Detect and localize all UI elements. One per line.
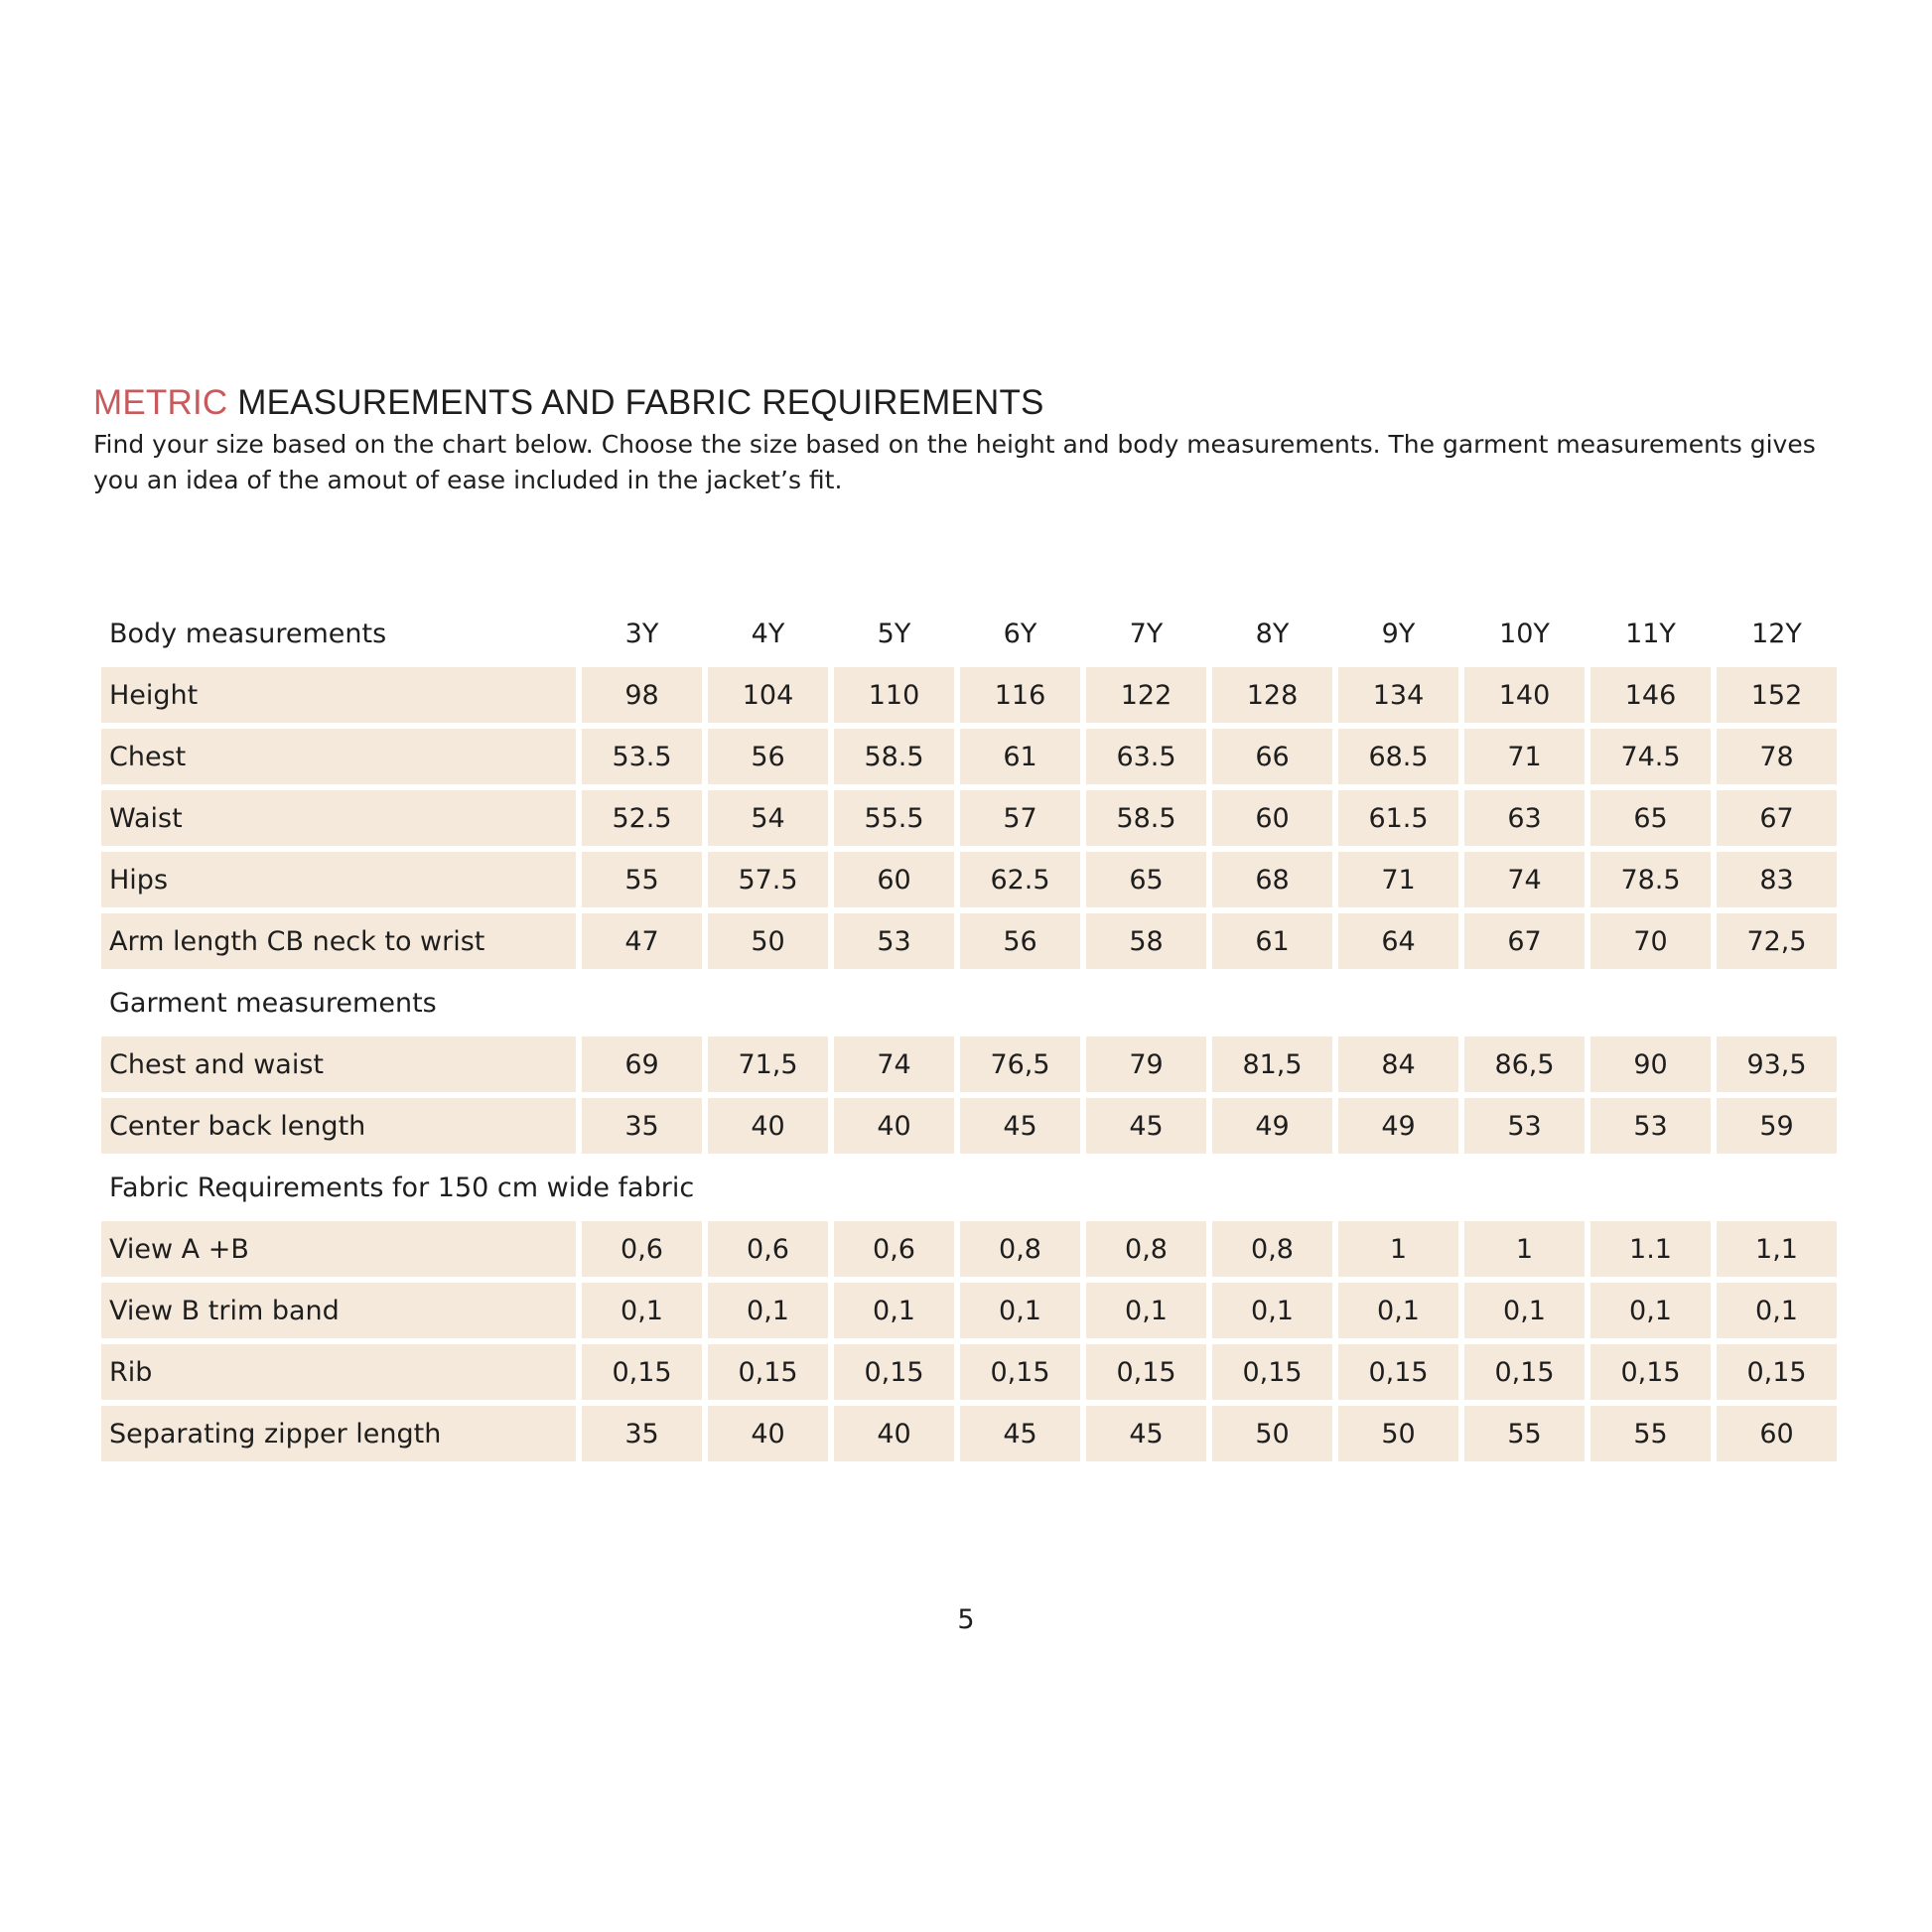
table-cell: 0,1 (1212, 1283, 1332, 1338)
table-cell: 1,1 (1717, 1221, 1837, 1277)
heading-title: MEASUREMENTS AND FABRIC REQUIREMENTS (227, 383, 1044, 422)
table-cell: 1.1 (1590, 1221, 1711, 1277)
row-label: Waist (101, 790, 576, 846)
table-cell: 45 (960, 1406, 1080, 1461)
table-cell: 50 (1338, 1406, 1458, 1461)
table-cell: 98 (582, 667, 702, 723)
table-cell: 0,15 (1464, 1344, 1585, 1400)
table-cell: 45 (960, 1098, 1080, 1154)
body-measurements-heading: Body measurements (109, 618, 387, 649)
intro-paragraph: Find your size based on the chart below. Choose the size based on the height and body measurements. The garment measurements gives you an idea of the amout of ease included in the jacket’s fit. (93, 430, 1816, 494)
table-cell: 53 (1590, 1098, 1711, 1154)
size-chart-table (95, 600, 1843, 1467)
table-cell: 60 (1212, 790, 1332, 846)
table-cell: 40 (834, 1406, 954, 1461)
size-header: 9Y (1381, 618, 1416, 649)
table-cell: 45 (1086, 1406, 1206, 1461)
size-header: 4Y (751, 618, 785, 649)
table-cell: 74.5 (1590, 729, 1711, 784)
row-label: Chest and waist (101, 1036, 576, 1092)
garment-measurements-heading: Garment measurements (109, 987, 437, 1019)
table-cell: 78.5 (1590, 852, 1711, 907)
table-cell: 0,8 (1086, 1221, 1206, 1277)
page-heading (93, 383, 1044, 423)
table-row (101, 1098, 1837, 1154)
table-row (101, 667, 1837, 723)
table-cell: 0,15 (1212, 1344, 1332, 1400)
table-cell: 61 (960, 729, 1080, 784)
table-cell: 0,15 (582, 1344, 702, 1400)
table-cell: 68.5 (1338, 729, 1458, 784)
table-cell: 66 (1212, 729, 1332, 784)
table-cell: 1 (1464, 1221, 1585, 1277)
table-cell: 62.5 (960, 852, 1080, 907)
table-cell: 69 (582, 1036, 702, 1092)
table-cell: 81,5 (1212, 1036, 1332, 1092)
table-row (101, 729, 1837, 784)
fabric-requirements-row (101, 1160, 1837, 1215)
size-header: 8Y (1255, 618, 1290, 649)
size-header: 5Y (877, 618, 911, 649)
table-cell: 53 (834, 913, 954, 969)
row-label: Rib (101, 1344, 576, 1400)
table-cell: 0,1 (1338, 1283, 1458, 1338)
table-row (101, 913, 1837, 969)
table-cell: 116 (960, 667, 1080, 723)
table-row (101, 1221, 1837, 1277)
table-cell: 67 (1717, 790, 1837, 846)
table-cell: 0,15 (1086, 1344, 1206, 1400)
garment-measurements-row (101, 975, 1837, 1031)
table-cell: 55 (582, 852, 702, 907)
table-cell: 146 (1590, 667, 1711, 723)
table-cell: 65 (1590, 790, 1711, 846)
row-label: Chest (101, 729, 576, 784)
table-cell: 35 (582, 1098, 702, 1154)
table-cell: 0,6 (834, 1221, 954, 1277)
table-row (101, 1036, 1837, 1092)
table-cell: 0,15 (960, 1344, 1080, 1400)
table-cell: 56 (708, 729, 828, 784)
table-cell: 40 (708, 1098, 828, 1154)
table-cell: 74 (834, 1036, 954, 1092)
table-cell: 0,1 (1086, 1283, 1206, 1338)
table-cell: 79 (1086, 1036, 1206, 1092)
table-cell: 58.5 (1086, 790, 1206, 846)
table-cell: 45 (1086, 1098, 1206, 1154)
table-cell: 0,15 (1590, 1344, 1711, 1400)
table-cell: 78 (1717, 729, 1837, 784)
row-label: Hips (101, 852, 576, 907)
table-cell: 53 (1464, 1098, 1585, 1154)
table-cell: 0,15 (1717, 1344, 1837, 1400)
size-header: 10Y (1499, 618, 1550, 649)
table-cell: 0,1 (708, 1283, 828, 1338)
table-cell: 67 (1464, 913, 1585, 969)
table-cell: 83 (1717, 852, 1837, 907)
size-header: 11Y (1625, 618, 1676, 649)
table-cell: 58 (1086, 913, 1206, 969)
table-cell: 61.5 (1338, 790, 1458, 846)
table-cell: 70 (1590, 913, 1711, 969)
table-cell: 68 (1212, 852, 1332, 907)
table-cell: 1 (1338, 1221, 1458, 1277)
table-cell: 72,5 (1717, 913, 1837, 969)
table-cell: 53.5 (582, 729, 702, 784)
size-header: 12Y (1751, 618, 1802, 649)
table-cell: 61 (1212, 913, 1332, 969)
table-cell: 54 (708, 790, 828, 846)
table-cell: 60 (1717, 1406, 1837, 1461)
table-cell: 59 (1717, 1098, 1837, 1154)
table-cell: 140 (1464, 667, 1585, 723)
size-chart-body (101, 606, 1837, 1461)
table-cell: 47 (582, 913, 702, 969)
table-row (101, 1283, 1837, 1338)
table-cell: 63 (1464, 790, 1585, 846)
table-cell: 55 (1464, 1406, 1585, 1461)
table-cell: 55.5 (834, 790, 954, 846)
table-cell: 49 (1212, 1098, 1332, 1154)
table-cell: 71,5 (708, 1036, 828, 1092)
table-cell: 50 (1212, 1406, 1332, 1461)
table-cell: 0,15 (834, 1344, 954, 1400)
table-row (101, 1344, 1837, 1400)
table-cell: 56 (960, 913, 1080, 969)
table-cell: 71 (1464, 729, 1585, 784)
table-cell: 0,6 (582, 1221, 702, 1277)
table-row (101, 1406, 1837, 1461)
table-cell: 74 (1464, 852, 1585, 907)
row-label: Height (101, 667, 576, 723)
table-row (101, 790, 1837, 846)
table-header-row (101, 606, 1837, 661)
table-cell: 35 (582, 1406, 702, 1461)
table-cell: 128 (1212, 667, 1332, 723)
table-cell: 63.5 (1086, 729, 1206, 784)
row-label: View B trim band (101, 1283, 576, 1338)
table-cell: 134 (1338, 667, 1458, 723)
table-cell: 71 (1338, 852, 1458, 907)
table-cell: 0,8 (1212, 1221, 1332, 1277)
table-cell: 0,1 (1717, 1283, 1837, 1338)
table-cell: 0,8 (960, 1221, 1080, 1277)
table-cell: 0,1 (834, 1283, 954, 1338)
table-cell: 110 (834, 667, 954, 723)
heading-accent-metric: METRIC (93, 383, 228, 422)
table-cell: 60 (834, 852, 954, 907)
table-cell: 64 (1338, 913, 1458, 969)
fabric-requirements-heading: Fabric Requirements for 150 cm wide fabric (109, 1172, 695, 1203)
table-cell: 152 (1717, 667, 1837, 723)
row-label: Arm length CB neck to wrist (101, 913, 576, 969)
table-cell: 86,5 (1464, 1036, 1585, 1092)
table-cell: 0,15 (708, 1344, 828, 1400)
table-cell: 55 (1590, 1406, 1711, 1461)
table-cell: 0,1 (960, 1283, 1080, 1338)
table-cell: 0,1 (1590, 1283, 1711, 1338)
table-cell: 90 (1590, 1036, 1711, 1092)
row-label: Center back length (101, 1098, 576, 1154)
table-cell: 50 (708, 913, 828, 969)
table-cell: 57 (960, 790, 1080, 846)
table-cell: 49 (1338, 1098, 1458, 1154)
table-cell: 76,5 (960, 1036, 1080, 1092)
table-cell: 0,1 (582, 1283, 702, 1338)
table-cell: 65 (1086, 852, 1206, 907)
table-cell: 58.5 (834, 729, 954, 784)
row-label: View A +B (101, 1221, 576, 1277)
size-header: 7Y (1129, 618, 1164, 649)
table-row (101, 852, 1837, 907)
table-cell: 0,1 (1464, 1283, 1585, 1338)
table-cell: 0,15 (1338, 1344, 1458, 1400)
table-cell: 40 (708, 1406, 828, 1461)
table-cell: 57.5 (708, 852, 828, 907)
size-header: 6Y (1003, 618, 1037, 649)
row-label: Separating zipper length (101, 1406, 576, 1461)
table-cell: 84 (1338, 1036, 1458, 1092)
table-cell: 40 (834, 1098, 954, 1154)
table-cell: 104 (708, 667, 828, 723)
size-header: 3Y (624, 618, 659, 649)
table-cell: 122 (1086, 667, 1206, 723)
table-cell: 52.5 (582, 790, 702, 846)
table-cell: 0,6 (708, 1221, 828, 1277)
table-cell: 93,5 (1717, 1036, 1837, 1092)
page-number: 5 (957, 1604, 975, 1635)
